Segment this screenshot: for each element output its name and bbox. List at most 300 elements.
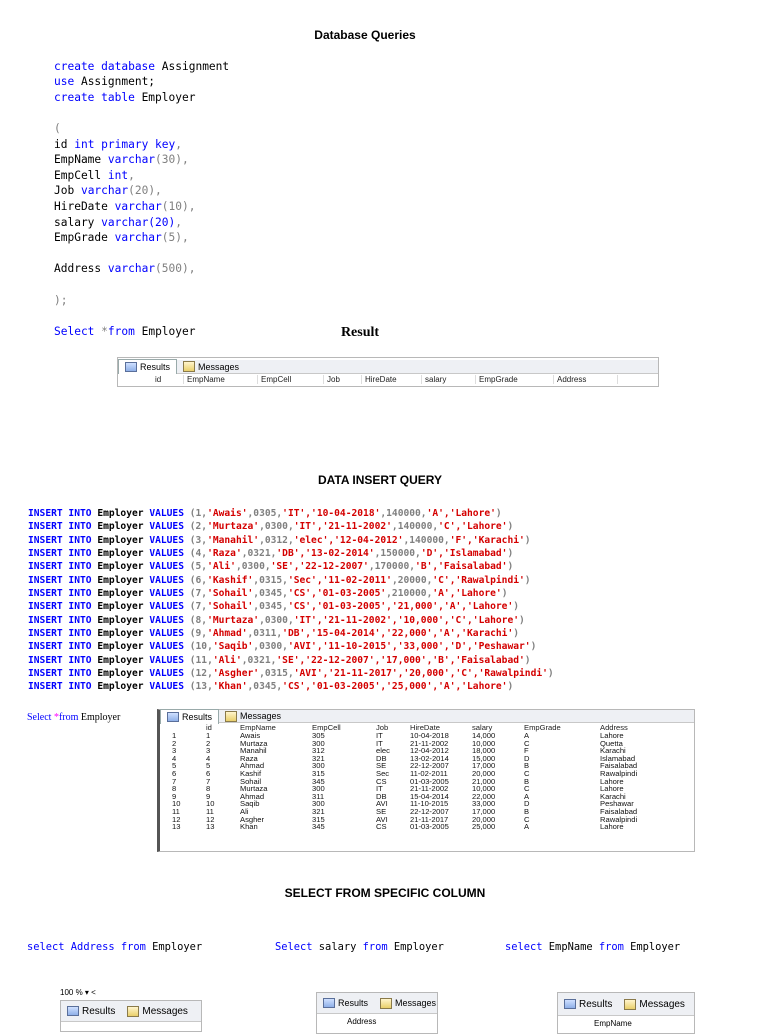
values-kw: VALUES bbox=[149, 521, 184, 533]
grid-c-tabbar bbox=[558, 993, 694, 1016]
column-header: HireDate bbox=[362, 375, 422, 384]
use-db-name: Assignment; bbox=[74, 75, 156, 89]
messages-icon bbox=[380, 998, 392, 1009]
kw-select: Select bbox=[54, 324, 95, 338]
insert-date: ,'01-03-2005' bbox=[311, 588, 387, 600]
column-def-suffix: , bbox=[175, 215, 182, 229]
insert-name: 'Ali' bbox=[212, 654, 242, 666]
tab-results[interactable] bbox=[118, 359, 177, 374]
insert-name: 'Asgher' bbox=[212, 668, 260, 680]
insert-kw: INSERT INTO bbox=[28, 654, 92, 666]
column-header: salary bbox=[472, 723, 493, 732]
table-cell: 21-11-2002 bbox=[410, 784, 449, 794]
insert-salary: ,'10,000', bbox=[391, 614, 450, 626]
insert-job: 'SE' bbox=[276, 654, 300, 666]
insert-date: ,'15-04-2014' bbox=[305, 628, 381, 640]
insert-job: 'elec' bbox=[293, 534, 329, 546]
insert-pre: (8, bbox=[183, 614, 208, 626]
column-header: Job bbox=[376, 723, 389, 732]
insert-salary: ,140000, bbox=[391, 521, 439, 533]
column-def-type: varchar bbox=[80, 184, 129, 198]
q-address-table: Employer bbox=[145, 940, 203, 953]
insert-date: ,'11-10-2015' bbox=[316, 641, 392, 653]
zoom-control[interactable] bbox=[60, 988, 96, 997]
table-cell: Lahore bbox=[600, 822, 624, 832]
table-cell: 8 bbox=[206, 784, 211, 794]
q-salary-kw: Select bbox=[275, 940, 313, 953]
insert-address: ,'Karachi' bbox=[455, 628, 514, 640]
table-name: Employer bbox=[134, 90, 196, 104]
row-number: 12 bbox=[172, 814, 181, 824]
table-cell: 12-04-2012 bbox=[410, 746, 449, 756]
insert-salary: ,'20,000', bbox=[397, 668, 456, 680]
insert-table: Employer bbox=[91, 588, 150, 600]
table-cell: 22-12-2007 bbox=[410, 761, 449, 771]
insert-job: 'CS' bbox=[282, 681, 306, 693]
insert-statement bbox=[28, 614, 554, 627]
table-cell: 311 bbox=[312, 791, 325, 801]
q-salary-table: Employer bbox=[387, 940, 444, 953]
insert-cell: ,0345, bbox=[253, 601, 288, 613]
row-number: 6 bbox=[172, 768, 177, 778]
column-header: EmpGrade bbox=[476, 375, 554, 384]
create-table-code bbox=[54, 43, 229, 355]
table-cell: 15,000 bbox=[472, 753, 496, 763]
select-star: * bbox=[94, 324, 108, 338]
insert-pre: (10, bbox=[183, 641, 213, 653]
column-def-line bbox=[54, 230, 229, 246]
select-table: Employer bbox=[134, 324, 196, 338]
table-cell: IT bbox=[376, 738, 383, 748]
insert-salary: ,140000, bbox=[380, 508, 427, 519]
insert-pre: (6, bbox=[183, 574, 208, 586]
column-def-suffix: , bbox=[175, 137, 183, 151]
insert-statement bbox=[28, 640, 554, 653]
insert-name: 'Manahil' bbox=[207, 534, 260, 546]
insert-date: ,'01-03-2005' bbox=[311, 601, 387, 613]
values-kw: VALUES bbox=[149, 508, 184, 519]
table-cell: Kashif bbox=[240, 768, 262, 778]
table-cell: C bbox=[524, 738, 530, 748]
insert-kw: INSERT INTO bbox=[28, 628, 92, 640]
insert-statement bbox=[28, 547, 554, 560]
q-address-kw: select bbox=[27, 940, 65, 953]
table-cell: 312 bbox=[312, 746, 325, 756]
insert-job: 'IT' bbox=[282, 508, 306, 519]
insert-cell: ,0300, bbox=[259, 521, 294, 533]
insert-cell: ,0345, bbox=[247, 681, 283, 693]
insert-grade: 'A' bbox=[438, 628, 456, 640]
insert-job: 'DB' bbox=[282, 628, 306, 640]
insert-salary: ,'17,000', bbox=[374, 654, 433, 666]
insert-cell: ,0312, bbox=[259, 534, 294, 546]
empname-result-grid bbox=[557, 992, 695, 1034]
query-address bbox=[27, 924, 202, 955]
insert-kw: INSERT INTO bbox=[28, 601, 92, 613]
column-header: id bbox=[152, 375, 184, 384]
insert-salary: ,'33,000', bbox=[391, 641, 450, 653]
table-cell: F bbox=[524, 746, 529, 756]
kw-create-table: create table bbox=[54, 90, 135, 104]
grid-a-tab-results[interactable] bbox=[61, 1004, 121, 1018]
column-def-suffix: (20), bbox=[128, 184, 162, 198]
insert-pre: (13, bbox=[183, 681, 213, 693]
insert-address: ,'Islamabad' bbox=[438, 548, 508, 560]
column-def-name: salary bbox=[54, 215, 102, 229]
grid-c-col-header: EmpName bbox=[594, 1019, 632, 1028]
select-label bbox=[27, 712, 120, 723]
q-empname-kw: select bbox=[505, 940, 543, 953]
table-cell: 321 bbox=[312, 753, 325, 763]
table-cell: 11-10-2015 bbox=[410, 799, 449, 809]
grid-c-tab-messages-label: Messages bbox=[639, 998, 685, 1010]
table-cell: 7 bbox=[206, 776, 211, 786]
table-cell: 13-02-2014 bbox=[410, 753, 449, 763]
table-cell: SE bbox=[376, 761, 387, 771]
full-grid-rows bbox=[172, 732, 670, 831]
full-tab-messages[interactable] bbox=[219, 709, 287, 723]
insert-address: ,'Faisalabad' bbox=[432, 561, 508, 573]
insert-kw: INSERT INTO bbox=[28, 641, 92, 653]
column-def-name: EmpCell bbox=[54, 168, 108, 182]
tab-messages[interactable] bbox=[177, 360, 245, 374]
insert-statement bbox=[28, 574, 554, 587]
insert-statement bbox=[28, 507, 554, 520]
insert-grade: 'C' bbox=[455, 668, 473, 680]
table-cell: 2 bbox=[206, 738, 211, 748]
insert-job: 'AVI' bbox=[287, 641, 317, 653]
row-number: 10 bbox=[172, 799, 181, 809]
insert-end: ) bbox=[524, 534, 531, 546]
values-kw: VALUES bbox=[149, 601, 184, 613]
table-cell: 18,000 bbox=[472, 746, 496, 756]
insert-date: ,'11-02-2011' bbox=[316, 574, 392, 586]
table-cell: Sohail bbox=[240, 776, 262, 786]
address-col-suffix: (500), bbox=[155, 262, 196, 276]
column-def-suffix: , bbox=[128, 168, 135, 182]
result-tabbar bbox=[118, 360, 658, 374]
table-cell: AVI bbox=[376, 799, 388, 809]
insert-table: Employer bbox=[91, 681, 150, 693]
empty-result-grid bbox=[117, 357, 659, 387]
table-cell: 6 bbox=[206, 768, 211, 778]
insert-kw: INSERT INTO bbox=[28, 508, 92, 519]
messages-icon bbox=[225, 711, 237, 722]
table-cell: 300 bbox=[312, 784, 325, 794]
table-cell: 01-03-2005 bbox=[410, 776, 449, 786]
table-cell: Ahmad bbox=[240, 761, 265, 771]
insert-salary: ,140000, bbox=[403, 534, 450, 546]
column-def-line bbox=[54, 199, 229, 215]
table-cell: D bbox=[524, 753, 530, 763]
grid-icon bbox=[167, 712, 179, 722]
heading-database-queries: Database Queries bbox=[314, 28, 416, 42]
column-def-suffix: (5), bbox=[161, 231, 189, 245]
insert-job: 'IT' bbox=[293, 521, 317, 533]
insert-grade: 'A' bbox=[443, 601, 462, 613]
insert-end: ) bbox=[495, 508, 502, 519]
insert-address: ,'Lahore' bbox=[455, 521, 508, 533]
insert-grade: 'B' bbox=[432, 654, 450, 666]
table-cell: 10 bbox=[206, 799, 215, 809]
insert-cell: ,0300, bbox=[259, 614, 294, 626]
table-cell: 1 bbox=[206, 731, 211, 740]
grid-icon bbox=[67, 1006, 79, 1016]
table-cell: C bbox=[524, 784, 530, 794]
heading-data-insert: DATA INSERT QUERY bbox=[317, 473, 442, 487]
insert-grade: 'A' bbox=[426, 508, 444, 519]
insert-date: ,'22-12-2007' bbox=[299, 654, 375, 666]
insert-pre: (11, bbox=[183, 654, 213, 666]
table-cell: 300 bbox=[312, 761, 325, 771]
insert-cell: ,0300, bbox=[235, 561, 271, 573]
values-kw: VALUES bbox=[149, 534, 184, 546]
kw-use: use bbox=[54, 75, 75, 89]
values-kw: VALUES bbox=[149, 641, 184, 653]
column-def-name: id bbox=[54, 137, 75, 151]
insert-date: ,'10-04-2018' bbox=[305, 508, 381, 519]
insert-table: Employer bbox=[91, 641, 150, 653]
insert-name: 'Saqib' bbox=[212, 641, 254, 653]
table-cell: Murtaza bbox=[240, 784, 268, 794]
insert-end: ) bbox=[524, 654, 531, 666]
insert-grade: 'B' bbox=[415, 561, 433, 573]
values-kw: VALUES bbox=[149, 561, 184, 573]
insert-kw: INSERT INTO bbox=[28, 561, 92, 573]
address-col-type: varchar bbox=[107, 262, 156, 276]
table-cell: B bbox=[524, 776, 530, 786]
row-number: 2 bbox=[172, 738, 177, 748]
insert-salary: ,170000, bbox=[368, 561, 416, 573]
table-cell: CS bbox=[376, 822, 387, 832]
insert-pre: (5, bbox=[183, 561, 208, 573]
grid-b-tab-results[interactable] bbox=[317, 996, 374, 1010]
insert-table: Employer bbox=[91, 521, 150, 533]
column-def-line bbox=[54, 183, 229, 199]
row-number: 4 bbox=[172, 753, 177, 763]
q-address-col: Address bbox=[64, 940, 115, 953]
insert-pre: (4, bbox=[183, 548, 208, 560]
column-definitions bbox=[54, 137, 229, 246]
insert-cell: ,0321, bbox=[241, 654, 277, 666]
grid-b-tabbar bbox=[317, 993, 437, 1014]
table-cell: 22-12-2007 bbox=[410, 806, 449, 816]
insert-name: 'Raza' bbox=[207, 548, 242, 560]
insert-address: ,'Faisalabad' bbox=[449, 654, 525, 666]
insert-job: 'SE' bbox=[270, 561, 294, 573]
insert-grade: 'D' bbox=[420, 548, 439, 560]
insert-statement bbox=[28, 560, 554, 573]
insert-name: 'Murtaza' bbox=[207, 614, 260, 626]
insert-address: ,'Karachi' bbox=[467, 534, 525, 546]
table-cell: Quetta bbox=[600, 738, 623, 748]
insert-pre: (2, bbox=[183, 521, 208, 533]
column-def-type: varchar(20) bbox=[101, 215, 176, 229]
table-cell: 3 bbox=[206, 746, 211, 756]
insert-job: 'Sec' bbox=[287, 574, 317, 586]
table-cell: Khan bbox=[240, 822, 258, 832]
insert-address: ,'Lahore' bbox=[449, 588, 502, 600]
column-def-type: varchar bbox=[114, 231, 162, 245]
table-cell: Murtaza bbox=[240, 738, 268, 748]
insert-address: ,'Lahore' bbox=[443, 508, 496, 519]
empty-grid-header bbox=[152, 375, 618, 384]
insert-cell: ,0300, bbox=[253, 641, 288, 653]
table-cell: Rawalpindi bbox=[600, 768, 638, 778]
table-cell: 10-04-2018 bbox=[410, 731, 449, 740]
salary-result-grid bbox=[316, 992, 438, 1034]
table-cell: Saqib bbox=[240, 799, 260, 809]
table-cell: 17,000 bbox=[472, 806, 496, 816]
column-def-type: int primary key bbox=[74, 137, 176, 151]
table-cell: Lahore bbox=[600, 784, 624, 794]
table-cell: SE bbox=[376, 806, 387, 816]
insert-salary: ,'25,000', bbox=[380, 681, 439, 693]
column-def-line bbox=[54, 215, 229, 231]
insert-salary: ,210000, bbox=[386, 588, 433, 600]
insert-statements bbox=[28, 507, 554, 694]
insert-name: 'Ali' bbox=[207, 561, 236, 573]
insert-kw: INSERT INTO bbox=[28, 614, 92, 626]
insert-job: 'IT' bbox=[293, 614, 317, 626]
kw-from: from bbox=[107, 324, 135, 338]
table-cell: Sec bbox=[376, 768, 390, 778]
column-header: Job bbox=[324, 375, 362, 384]
insert-pre: (3, bbox=[183, 534, 208, 546]
grid-a-tab-messages-label: Messages bbox=[142, 1005, 188, 1017]
table-cell: 300 bbox=[312, 799, 325, 809]
table-cell: Raza bbox=[240, 753, 258, 763]
column-header: id bbox=[206, 723, 212, 732]
address-result-grid bbox=[60, 1000, 202, 1032]
column-header: HireDate bbox=[410, 723, 440, 732]
table-cell: Peshawar bbox=[600, 799, 634, 809]
insert-kw: INSERT INTO bbox=[28, 681, 92, 693]
table-cell: 25,000 bbox=[472, 822, 496, 832]
table-cell: 300 bbox=[312, 738, 325, 748]
values-kw: VALUES bbox=[149, 588, 184, 600]
insert-name: 'Sohail' bbox=[207, 601, 254, 613]
grid-b-tab-messages[interactable] bbox=[374, 996, 442, 1010]
table-cell: 11-02-2011 bbox=[410, 768, 448, 778]
table-cell: Manahil bbox=[240, 746, 267, 756]
table-cell: Ali bbox=[240, 806, 249, 816]
insert-table: Employer bbox=[91, 548, 150, 560]
table-cell: 15-04-2014 bbox=[410, 791, 449, 801]
values-kw: VALUES bbox=[149, 628, 184, 640]
column-def-line bbox=[54, 152, 229, 168]
select-label-table: Employer bbox=[78, 712, 121, 723]
q-address-from: from bbox=[114, 940, 146, 953]
insert-grade: 'C' bbox=[438, 521, 456, 533]
insert-table: Employer bbox=[91, 654, 150, 666]
insert-salary: ,20000, bbox=[391, 574, 433, 586]
column-header: EmpName bbox=[240, 723, 276, 732]
tab-results-label: Results bbox=[140, 362, 171, 372]
row-number: 11 bbox=[172, 806, 180, 816]
table-cell: 5 bbox=[206, 761, 211, 771]
insert-name: 'Ahmad' bbox=[207, 628, 248, 640]
insert-table: Employer bbox=[91, 534, 150, 546]
insert-grade: 'A' bbox=[438, 681, 456, 693]
insert-salary: ,'21,000', bbox=[386, 601, 444, 613]
q-salary-col: salary bbox=[312, 940, 357, 953]
column-header: Address bbox=[600, 723, 628, 732]
table-row[interactable] bbox=[172, 823, 670, 831]
insert-date: ,'21-11-2002' bbox=[316, 521, 392, 533]
q-salary-from: from bbox=[356, 940, 388, 953]
insert-date: ,'21-11-2002' bbox=[316, 614, 392, 626]
insert-end: ) bbox=[507, 561, 514, 573]
close-paren: ); bbox=[54, 293, 68, 307]
values-kw: VALUES bbox=[149, 614, 184, 626]
grid-b-tab-results-label: Results bbox=[338, 998, 369, 1008]
db-name: Assignment bbox=[155, 59, 230, 73]
table-cell: 12 bbox=[206, 814, 215, 824]
insert-address: ,'Rawalpindi' bbox=[472, 668, 548, 680]
table-cell: 4 bbox=[206, 753, 211, 763]
insert-salary: ,150000, bbox=[374, 548, 421, 560]
insert-date: ,'13-02-2014' bbox=[299, 548, 375, 560]
insert-end: ) bbox=[507, 521, 514, 533]
column-def-type: int bbox=[107, 168, 129, 182]
row-number: 9 bbox=[172, 791, 177, 801]
row-number: 7 bbox=[172, 776, 177, 786]
insert-statement bbox=[28, 627, 554, 640]
insert-cell: ,0315, bbox=[259, 668, 294, 680]
table-cell: 22,000 bbox=[472, 791, 496, 801]
full-tab-results[interactable] bbox=[160, 709, 219, 724]
table-cell: IT bbox=[376, 784, 383, 794]
insert-table: Employer bbox=[91, 668, 150, 680]
q-empname-table: Employer bbox=[623, 940, 681, 953]
table-cell: 10,000 bbox=[472, 738, 496, 748]
values-kw: VALUES bbox=[149, 654, 184, 666]
grid-a-tab-messages[interactable] bbox=[121, 1004, 194, 1018]
insert-statement bbox=[28, 680, 554, 693]
table-cell: 21-11-2017 bbox=[410, 814, 449, 824]
query-salary bbox=[275, 924, 444, 955]
table-cell: A bbox=[524, 822, 530, 832]
zoom-value: 100 % bbox=[60, 988, 83, 997]
messages-icon bbox=[183, 361, 195, 372]
full-tab-results-label: Results bbox=[182, 711, 213, 722]
grid-c-tab-messages[interactable] bbox=[618, 997, 691, 1011]
messages-icon bbox=[624, 999, 636, 1010]
insert-address: ,'Peshawar' bbox=[467, 641, 531, 653]
row-number: 8 bbox=[172, 784, 177, 794]
grid-c-tab-results[interactable] bbox=[558, 997, 618, 1011]
insert-statement bbox=[28, 587, 554, 600]
insert-cell: ,0305, bbox=[247, 508, 283, 519]
column-def-name: EmpGrade bbox=[54, 231, 115, 245]
row-number: 5 bbox=[172, 761, 177, 771]
full-tabbar bbox=[160, 710, 694, 723]
insert-address: ,'Lahore' bbox=[461, 601, 514, 613]
grid-b-tab-messages-label: Messages bbox=[395, 998, 437, 1008]
insert-end: ) bbox=[501, 588, 508, 600]
chevron-down-icon: ▾ bbox=[84, 988, 89, 997]
query-empname bbox=[505, 924, 680, 955]
table-cell: Islamabad bbox=[600, 753, 636, 763]
insert-grade: 'D' bbox=[449, 641, 468, 653]
insert-statement bbox=[28, 534, 554, 547]
insert-kw: INSERT INTO bbox=[28, 548, 92, 560]
table-cell: B bbox=[524, 806, 530, 816]
table-cell: 345 bbox=[312, 776, 325, 786]
insert-address: ,'Lahore' bbox=[455, 681, 508, 693]
insert-end: ) bbox=[513, 601, 520, 613]
